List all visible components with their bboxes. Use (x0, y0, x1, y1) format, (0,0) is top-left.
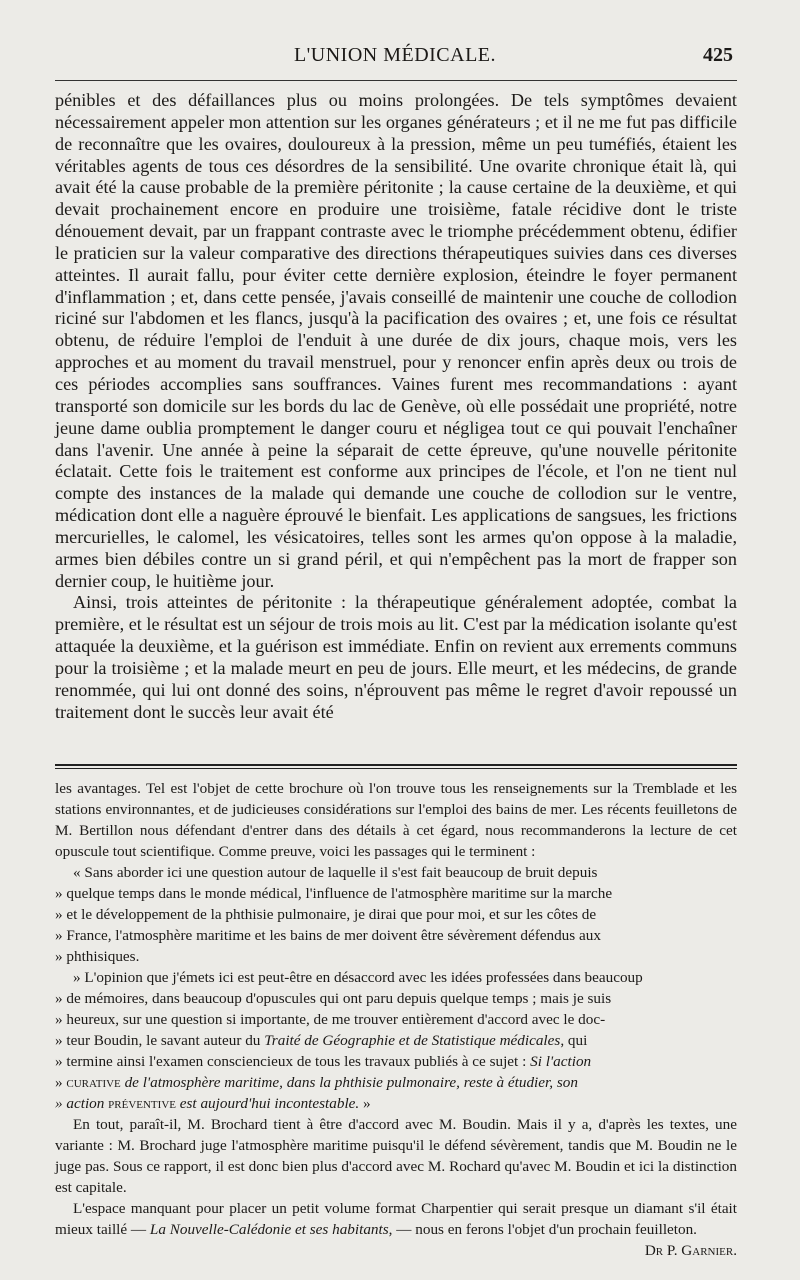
quote-line (55, 1072, 737, 1093)
page-number: 425 (703, 44, 733, 66)
quote-mark: » (363, 1095, 371, 1112)
article-paragraph-1: pénibles et des défaillances plus ou moins prolongées. De tels symptômes devaient nécessairement appeler mon attention sur les organes générateurs ; et il ne me fut pas difficile de reconnaître que les ovaires, douloureux à la pression, même un peu tuméfiés, étaient les véritables agents de tous ces désordres de la sensibilité. Une ovarite chronique était là, qui avait été la cause probable de la première péritonite ; la cause certaine de la deuxième, et qui devait prochainement encore en produire une troisième, fatale récidive dont le triste dénouement devait, par un frappant contraste avec le triomphe précédemment obtenu, édifier le praticien sur la valeur comparative des directions thérapeutiques suivies dans ces diverses atteintes. Il aurait fallu, pour éviter cette dernière explosion, éteindre le foyer permanent d'inflammation ; et, dans cette pensée, j'avais conseillé de maintenir une couche de collodion riciné sur l'abdomen et les flancs, jusqu'à la pacification des ovaires ; et, une fois ce résultat obtenu, de réduire l'emploi de l'enduit à une durée de dix jours, chaque mois, vers les approches et au moment du travail menstruel, pour y renoncer enfin après deux ou trois de ces périodes accomplies sans souffrances. Vaines furent mes recommandations : ayant transporté son domicile sur les bords du lac de Genève, où elle possédait une propriété, notre jeune dame oublia promptement le danger couru et négligea tout ce qui pouvait l'enchaîner dans l'avenir. Une année à peine la séparait de cette épreuve, qu'une nouvelle péritonite éclatait. Cette fois le traitement est conforme aux principes de l'école, et l'on ne tient nul compte des instances de la malade qui demande une couche de collodion sur le ventre, médication dont elle a naguère éprouvé le bienfait. Les applications de sangsues, les frictions mercurielles, le calomel, les vésicatoires, telles sont les armes qu'on oppose à la maladie, armes bien débiles contre un si grand péril, et qui n'empêchent pas la mort de frapper son dernier coup, le huitième jour. (55, 90, 737, 591)
para4-text: , — nous en ferons l'objet d'un prochain feuilleton. (388, 1221, 697, 1238)
feuilleton-intro: les avantages. Tel est l'objet de cette brochure où l'on trouve tous les renseignements sur la Tremblade et les stations environnantes, et de judicieuses considérations sur l'emploi des bains de mer. Les récents feuilletons de M. Bertillon nous défendant d'entrer dans des détails à cet égard, nous recommanderons la lecture de cet opuscule tout scientifique. Comme preuve, voici les passages qui le terminent : (55, 780, 737, 860)
feuilleton-paragraph-3: En tout, paraît-il, M. Brochard tient à être d'accord avec M. Boudin. Mais il y a, d'après les textes, une variante : M. Brochard juge l'atmosphère maritime puisqu'il le défend sévèrement, tandis que M. Boudin ne le juge pas. Sous ce rapport, il est donc bien plus d'accord avec M. Rochard qu'avec M. Boudin et ici la distinction est capitale. (55, 1116, 737, 1196)
quote-line: » quelque temps dans le monde médical, l'influence de l'atmosphère maritime sur la marche (55, 885, 613, 902)
feuilleton-separator-rule (55, 764, 737, 769)
article-paragraph-2: Ainsi, trois atteintes de péritonite : la thérapeutique généralement adoptée, combat la première, et le résultat est un séjour de trois mois au lit. C'est par la médication isolante qu'est attaquée la deuxième, et la guérison est immédiate. Enfin on revient aux errements communs pour la troisième ; et la malade meurt en peu de jours. Elle meurt, et les médecins, de grande renommée, qui lui ont donné des soins, n'éprouvent pas même le regret d'avoir repoussé un traitement dont le succès leur avait été (55, 592, 737, 722)
quote-italic: de l'atmosphère maritime, dans la phthisie pulmonaire, reste à étudier, son (124, 1074, 578, 1091)
quote-line: » France, l'atmosphère maritime et les bains de mer doivent être sévèrement défendus aux (55, 927, 601, 944)
running-title: L'UNION MÉDICALE. (293, 44, 497, 66)
quote-line: » et le développement de la phthisie pulmonaire, je dirai que pour moi, et sur les côtes de (55, 906, 597, 923)
feuilleton-section (55, 778, 737, 1261)
quote-mark: » (55, 1074, 63, 1091)
quote-italic: Si l'action (530, 1053, 592, 1070)
quote-italic: est aujourd'hui incontestable. (179, 1095, 360, 1112)
quote-line: » phthisiques. (55, 948, 140, 965)
quote-text: , qui (560, 1032, 588, 1049)
article-body (55, 90, 737, 723)
quote-line: « Sans aborder ici une question autour de laquelle il s'est fait beaucoup de bruit depuis (73, 864, 598, 881)
page-header (55, 44, 735, 74)
quote-italic: » action (55, 1095, 105, 1112)
quote-line: » L'opinion que j'émets ici est peut-être en désaccord avec les idées professées dans beaucoup (73, 969, 643, 986)
feuilleton-paragraph-4 (55, 1198, 737, 1259)
book-title: Traité de Géographie et de Statistique médicales (264, 1032, 561, 1049)
quote-line: » de mémoires, dans beaucoup d'opuscules qui ont paru depuis quelque temps ; mais je suis (55, 990, 612, 1007)
header-rule (55, 80, 737, 81)
quote-smallcaps: curative (66, 1074, 121, 1091)
quote-line (55, 1030, 737, 1051)
quote-text: » teur Boudin, le savant auteur du (55, 1032, 261, 1049)
book-title: La Nouvelle-Calédonie et ses habitants (149, 1221, 389, 1238)
quote-block-1 (55, 862, 737, 967)
quote-smallcaps: préventive (108, 1095, 176, 1112)
para4-text: L'espace manquant pour placer un petit volume format Charpentier qui serait presque un diamant s'il était mieux taillé — (55, 1200, 737, 1238)
quote-line: » heureux, sur une question si importante, de me trouver entièrement d'accord avec le doc- (55, 1011, 606, 1028)
quote-line (55, 1093, 737, 1114)
quote-text: » termine ainsi l'examen consciencieux de tous les travaux publiés à ce sujet : (55, 1053, 527, 1070)
quote-block-2 (55, 967, 737, 1114)
author-signature: Dr P. Garnier. (644, 1242, 737, 1259)
quote-line (55, 1051, 737, 1072)
